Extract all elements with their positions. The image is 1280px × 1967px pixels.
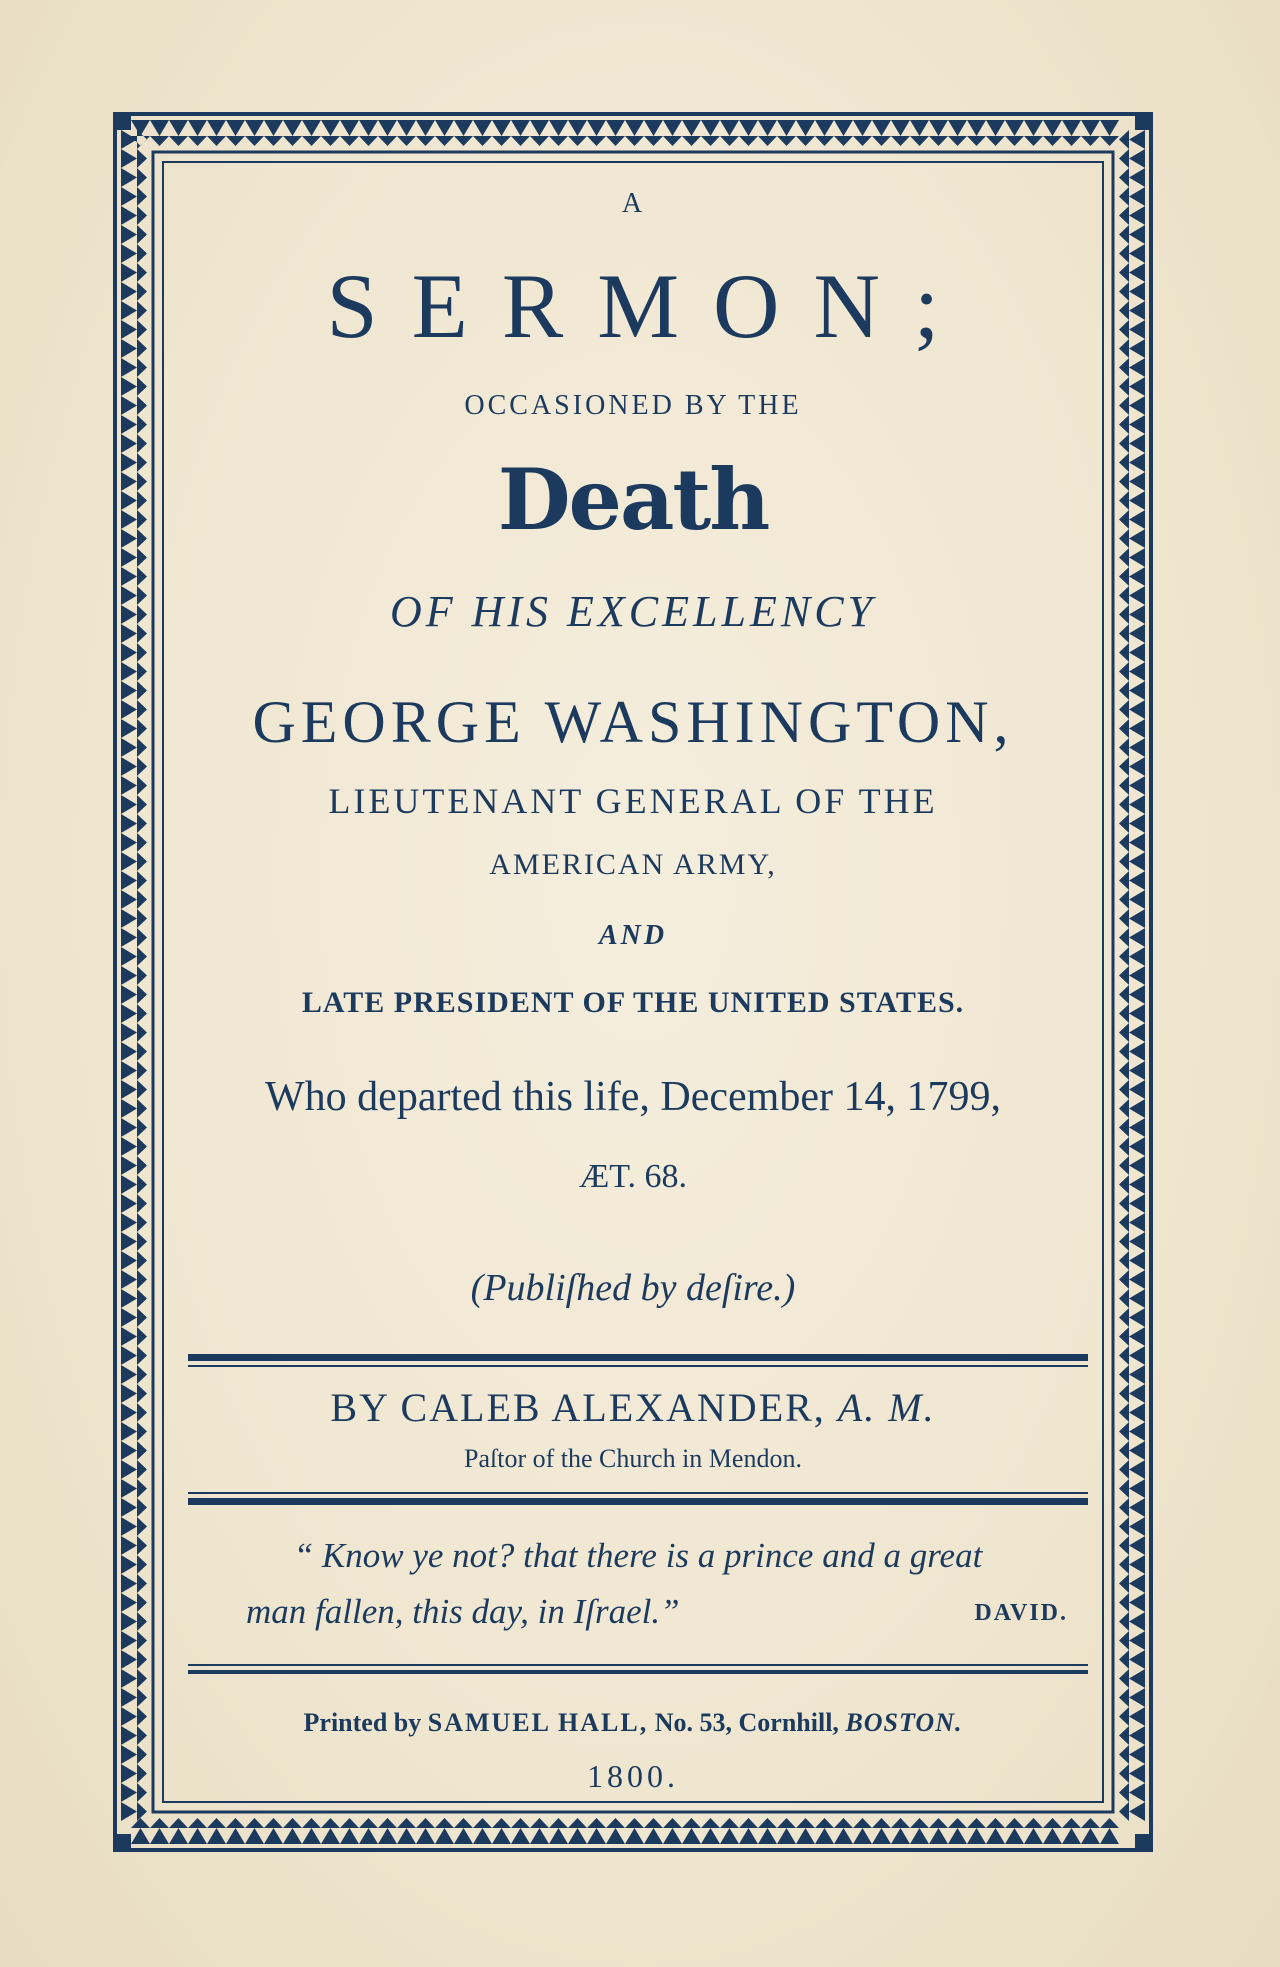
double-rule-bottom: [188, 1664, 1088, 1674]
double-rule-top: [188, 1354, 1088, 1367]
epigraph-line-2: man fallen, this day, in Iſrael.”: [246, 1592, 680, 1631]
published-line: (Publiſhed by deſire.): [470, 1267, 796, 1309]
subject-name: GEORGE WASHINGTON,: [252, 689, 1014, 755]
author-line: [178, 1384, 1088, 1431]
imprint-line: [178, 1708, 1088, 1738]
epigraph-line-1: “ Know ye not? that there is a prince and a great: [293, 1536, 983, 1575]
and-line: AND: [598, 920, 668, 951]
death-blackletter: Death: [497, 450, 769, 549]
army-line: AMERICAN ARMY,: [489, 848, 777, 881]
main-title: SERMON;: [326, 255, 974, 357]
title-page: [178, 168, 1088, 1798]
president-line: LATE PRESIDENT OF THE UNITED STATES.: [301, 986, 965, 1019]
imprint-printer: SAMUEL HALL,: [427, 1708, 649, 1737]
occasioned-line: OCCASIONED BY THE: [464, 390, 802, 421]
author-name: BY CALEB ALEXANDER,: [330, 1385, 826, 1430]
epigraph-attribution: DAVID.: [974, 1600, 1068, 1626]
double-rule-middle: [188, 1492, 1088, 1505]
rank-line: LIEUTENANT GENERAL OF THE: [328, 781, 938, 821]
imprint-city: BOSTON.: [845, 1708, 963, 1737]
imprint-year: 1800.: [587, 1758, 679, 1794]
departed-line: Who departed this life, December 14, 1799,: [265, 1074, 1001, 1120]
imprint-address: No. 53, Cornhill,: [654, 1708, 839, 1737]
pastor-line: Paſtor of the Church in Mendon.: [464, 1444, 802, 1473]
imprint-printed-by: Printed by: [303, 1708, 422, 1737]
article-a: A: [621, 188, 645, 219]
author-degree: A. M.: [837, 1385, 936, 1430]
of-his-excellency: OF HIS EXCELLENCY: [389, 587, 877, 636]
age-line: ÆT. 68.: [579, 1158, 687, 1195]
